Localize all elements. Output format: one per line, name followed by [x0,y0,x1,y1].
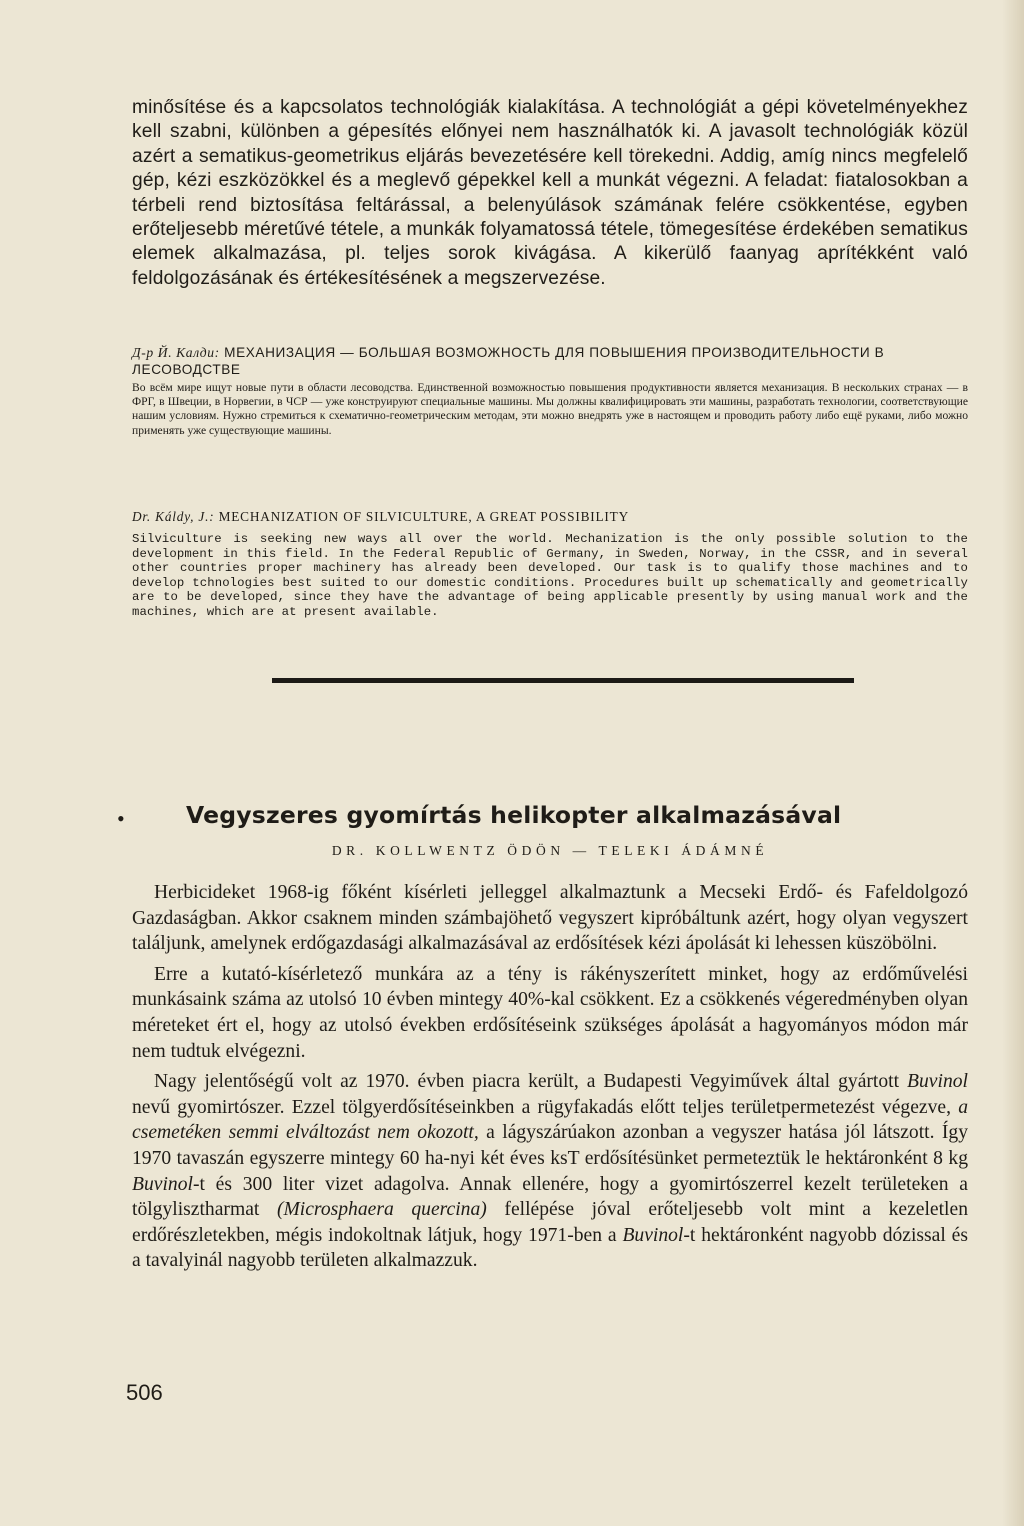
p3-text-6: -t hektáronként nagyobb dózissal és a tavalyinál nagyobb területen alkalmazzuk. [132,1224,968,1272]
english-author: Dr. Káldy, J.: [132,509,215,524]
article-body [132,880,968,1279]
page-edge [1002,0,1024,1526]
russian-summary-title [132,344,968,378]
section-divider [272,678,854,683]
intro-paragraph: minősítése és a kapcsolatos technológiák kialakítása. A technológiát a gépi követelményekhez kell szabni, különben a gépesítés előnyei nem használhatók ki. A javasolt technológiák közül azért a sematikus-geometrikus eljárás bevezetésére kell törekedni. Addig, amíg nincs megfelelő gép, kézi eszközökkel és a meglevő gépekkel kell a munkát végezni. A feladat: fiatalosokban a térbeli rend biztosítása feltárással, a belenyúlások számának felére csökkentése, egyben erőteljesebb méretűvé tétele, a munkák folyamatossá tétele, tömegesítése érdekében sematikus elemek alkalmazása, pl. teljes sorok kivágása. A kikerülő faanyag aprítékként való feldolgozásának és értékesítésének a megszervezése. [132,97,968,289]
p3-text-5: fellépése jóval erőteljesebb volt mint a kezeletlen erdőrészletekben, mégis indokoltnak látjuk, hogy 1971-ben a [132,1199,968,1246]
article-authors: DR. KOLLWENTZ ÖDÖN — TELEKI ÁDÁMNÉ [331,843,769,858]
body-paragraph-3 [132,1069,968,1274]
p3-text-2: nevű gyomirtószer. Ezzel tölgyerdősítéseinkben a rügyfakadás előtt teljes területpermetezést végezve, [132,1096,959,1118]
p3-text-1: Nagy jelentőségű volt az 1970. évben piacra került, a Budapesti Vegyiművek által gyártott [154,1071,908,1093]
title-bullet: • [117,806,125,831]
body-paragraph-1: Herbicideket 1968-ig főként kísérleti jelleggel alkalmaztunk a Mecseki Erdő- és Fafeldolgozó Gazdaságban. Akkor csaknem minden számbajöhető vegyszert kipróbáltunk azért, hogy olyan vegyszert találjunk, amelynek erdőgazdasági alkalmazásával az erdősítések kézi ápolását ki lehessen küszöbölni. [132,882,968,955]
p3-italic-5: Buvinol [622,1224,684,1246]
page-number: 506 [126,1380,163,1405]
russian-abstract: Во всём мире ищут новые пути в области лесоводства. Единственной возможностью повышения продуктивности является механизация. В нескольких странах — в ФРГ, в Швеции, в Норвегии, в ЧСР — уже конструируют специальные машины. Мы должны квалифицировать эти машины, разработать технологии, соответствующие нашим условиям. Нужно стремиться к схематично-геометрическим методам, эти можно внедрять уже в настоящем и проводить работу либо ещё руками, либо можно применять уже существующие машины. [132,381,968,437]
p3-italic-2: a csemetéken semmi elváltozást nem okozott, [132,1096,968,1144]
body-paragraph-2: Erre a kutató-kísérletező munkára az a tény is rákényszerített minket, hogy az erdőművelési munkásaink száma az utolsó 10 évben mintegy 40%-kal csökkent. Ez a csökkenés végeredményben olyan méreteket ért el, hogy az utolsó években erdősítéseink szükséges ápolását a hagyományos módon már nem tudtuk elvégezni. [132,963,968,1062]
english-summary-title [132,508,968,525]
p3-text-4: -t és 300 liter vizet adagolva. Annak ellenére, hogy a gyomirtószerrel kezelt területeken a tölgylisztharmat [132,1173,968,1221]
russian-title: МЕХАНИЗАЦИЯ — БОЛЬШАЯ ВОЗМОЖНОСТЬ ДЛЯ ПОВЫШЕНИЯ ПРОИЗВОДИТЕЛЬНОСТИ В ЛЕСОВОДСТВЕ [132,345,885,377]
p3-text-3: a lágyszárúakon azonban a vegyszer hatása jól látszott. Így 1970 tavaszán egyszerre mintegy 60 ha-nyi két éves ksT erdősítésünket permeteztük le hektáronként 8 kg [132,1122,969,1169]
russian-author: Д-р Й. Калди: [132,345,220,360]
p3-italic-3: Buvinol [132,1173,193,1195]
p3-italic-4: (Microsphaera quercina) [276,1199,487,1221]
english-abstract: Silviculture is seeking new ways all over the world. Mechanization is the only possible solution to the development in this field. In the Federal Republic of Germany, in Sweden, Norway, in the CSSR, and in several other countries proper machinery has already been developed. Our task is to qualify those machines and to develop tchnologies best suited to our domestic conditions. Procedures built up schematically and geometrically are to be developed, since they have the advantage of being applicable presently by using manual work and the machines, which are at present available. [132,532,968,619]
p3-italic-1: Buvinol [907,1071,968,1093]
english-title: MECHANIZATION OF SILVICULTURE, A GREAT POSSIBILITY [218,509,629,524]
article-title: Vegyszeres gyomírtás helikopter alkalmazásával [186,801,842,829]
